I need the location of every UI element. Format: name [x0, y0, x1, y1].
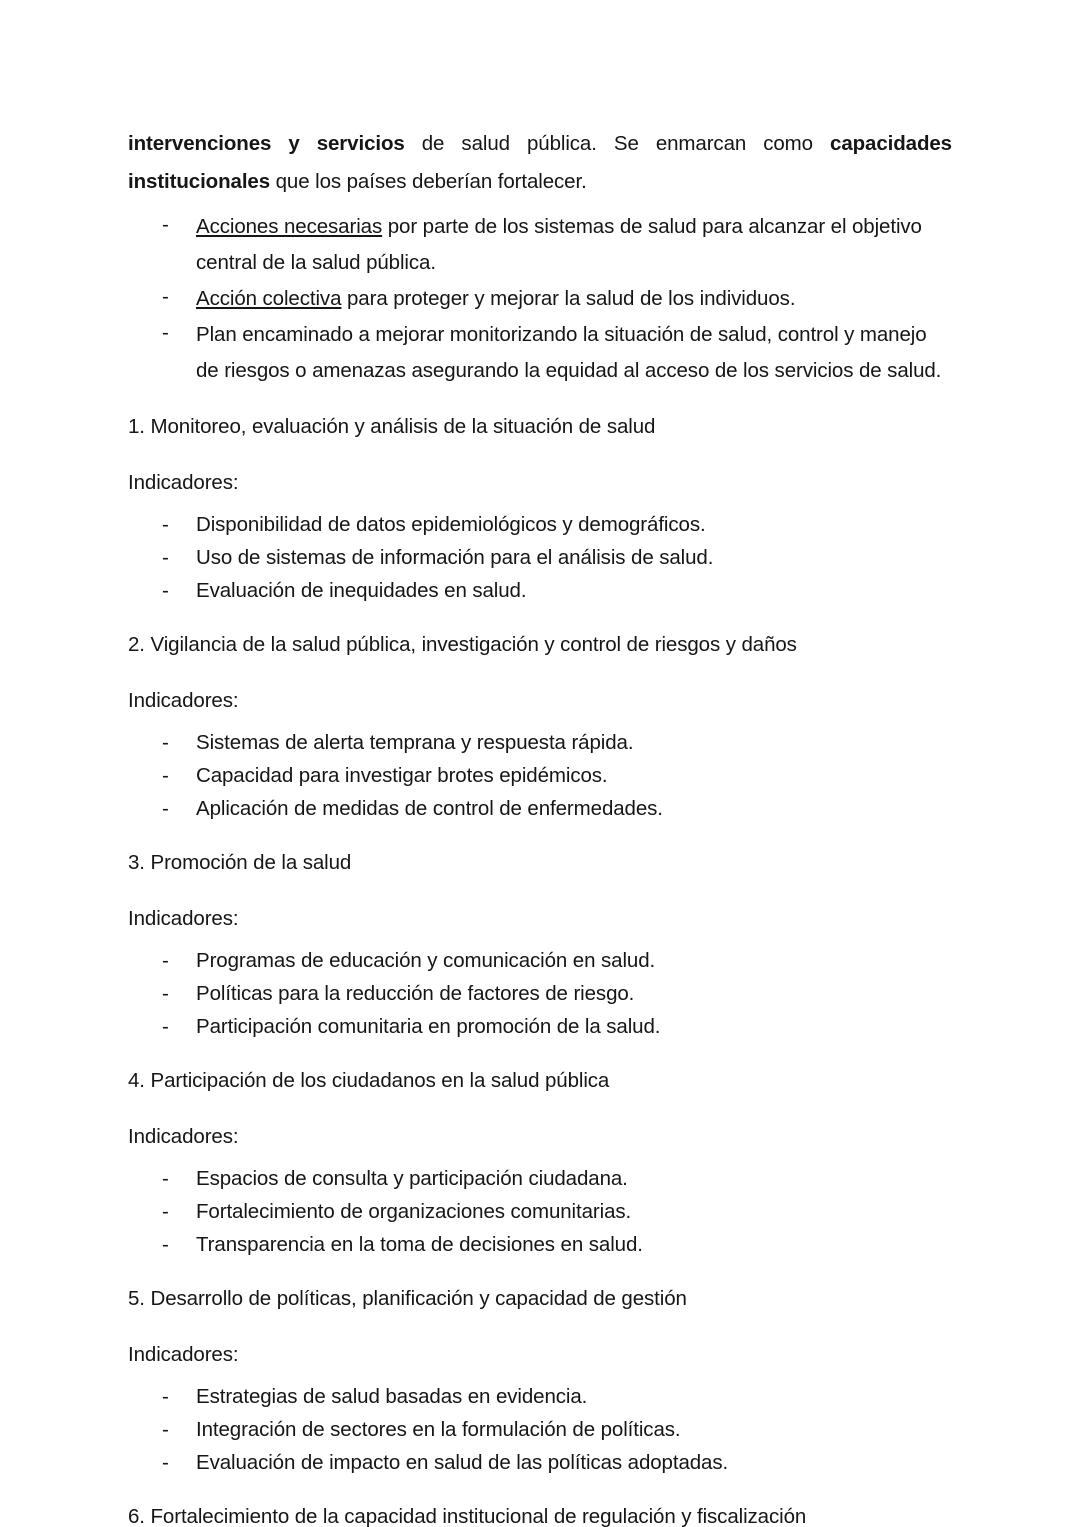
section-3: [128, 847, 952, 1043]
bullet-dash-icon: -: [162, 764, 169, 787]
bullet-dash-icon: -: [162, 213, 169, 236]
bullet-dash-icon: -: [162, 731, 169, 754]
bullet-dash-icon: -: [162, 579, 169, 602]
intro-text-2: que los países deberían fortalecer.: [270, 170, 587, 193]
indicadores-label: Indicadores:: [128, 907, 239, 930]
list-item: [128, 1011, 952, 1043]
indicadores-label: Indicadores:: [128, 1125, 239, 1148]
list-item-text: Programas de educación y comunicación en salud.: [196, 949, 656, 972]
section-5: [128, 1283, 952, 1479]
list-item-text: Espacios de consulta y participación ciudadana.: [196, 1167, 628, 1190]
section-title: 1. Monitoreo, evaluación y análisis de la situación de salud: [128, 415, 656, 438]
indicator-list: [128, 1163, 952, 1261]
list-item: [128, 209, 952, 281]
list-item: [128, 978, 952, 1010]
list-item-text: Integración de sectores en la formulación de políticas.: [196, 1418, 681, 1441]
list-item-text: por parte de los sistemas de salud para alcanzar el objetivo central de la salud pública.: [196, 215, 922, 274]
list-item-emphasis: Acciones necesarias: [196, 215, 383, 238]
bullet-dash-icon: -: [162, 1418, 169, 1441]
indicator-list: [128, 509, 952, 607]
list-item: [128, 1196, 952, 1228]
section-title: 6. Fortalecimiento de la capacidad institucional de regulación y fiscalización: [128, 1505, 807, 1527]
list-item-text: Disponibilidad de datos epidemiológicos y demográficos.: [196, 513, 706, 536]
bullet-dash-icon: -: [162, 1233, 169, 1256]
list-item-text: Evaluación de impacto en salud de las políticas adoptadas.: [196, 1451, 729, 1474]
intro-text-1: de salud pública. Se enmarcan como: [404, 132, 831, 155]
indicadores-label: Indicadores:: [128, 689, 239, 712]
list-item-text: Capacidad para investigar brotes epidémicos.: [196, 764, 608, 787]
list-item-emphasis: Acción colectiva: [196, 287, 342, 310]
intro-bold-lead: intervenciones y servicios: [128, 132, 405, 155]
list-item: [128, 1229, 952, 1261]
indicadores-label: Indicadores:: [128, 471, 239, 494]
bullet-dash-icon: -: [162, 797, 169, 820]
bullet-dash-icon: -: [162, 1015, 169, 1038]
indicator-list: [128, 945, 952, 1043]
bullet-dash-icon: -: [162, 321, 169, 344]
list-item: [128, 1447, 952, 1479]
indicator-list: [128, 727, 952, 825]
list-item-text: Evaluación de inequidades en salud.: [196, 579, 527, 602]
indicadores-label: Indicadores:: [128, 1343, 239, 1366]
bullet-dash-icon: -: [162, 546, 169, 569]
list-item-text: Participación comunitaria en promoción de la salud.: [196, 1015, 661, 1038]
list-item: [128, 575, 952, 607]
list-item: [128, 281, 952, 317]
bullet-dash-icon: -: [162, 1167, 169, 1190]
section-title: 5. Desarrollo de políticas, planificación y capacidad de gestión: [128, 1287, 687, 1310]
list-item-text: Aplicación de medidas de control de enfermedades.: [196, 797, 663, 820]
bullet-dash-icon: -: [162, 949, 169, 972]
list-item-text: Uso de sistemas de información para el análisis de salud.: [196, 546, 714, 569]
section-title: 2. Vigilancia de la salud pública, investigación y control de riesgos y daños: [128, 633, 797, 656]
list-item-text: Transparencia en la toma de decisiones en salud.: [196, 1233, 643, 1256]
list-item-text: Estrategias de salud basadas en evidencia.: [196, 1385, 588, 1408]
list-item: [128, 1381, 952, 1413]
list-item: [128, 945, 952, 977]
section-2: [128, 629, 952, 825]
list-item: [128, 542, 952, 574]
list-item: [128, 317, 952, 389]
intro-bullet-list: [128, 209, 952, 389]
section-1: [128, 411, 952, 607]
bullet-dash-icon: -: [162, 1451, 169, 1474]
intro-bold-capacidades: capacidades institucionales: [128, 132, 952, 193]
bullet-dash-icon: -: [162, 285, 169, 308]
section-4: [128, 1065, 952, 1261]
list-item: [128, 1163, 952, 1195]
bullet-dash-icon: -: [162, 1385, 169, 1408]
list-item: [128, 727, 952, 759]
section-6: [128, 1501, 952, 1527]
intro-paragraph: [128, 125, 952, 201]
bullet-dash-icon: -: [162, 982, 169, 1005]
section-title: 4. Participación de los ciudadanos en la salud pública: [128, 1069, 610, 1092]
list-item-text: para proteger y mejorar la salud de los individuos.: [341, 287, 796, 310]
indicator-list: [128, 1381, 952, 1479]
section-title: 3. Promoción de la salud: [128, 851, 352, 874]
list-item: [128, 793, 952, 825]
list-item: [128, 760, 952, 792]
list-item: [128, 509, 952, 541]
list-item-text: Políticas para la reducción de factores de riesgo.: [196, 982, 635, 1005]
bullet-dash-icon: -: [162, 1200, 169, 1223]
bullet-dash-icon: -: [162, 513, 169, 536]
list-item-text: Plan encaminado a mejorar monitorizando la situación de salud, control y manejo de riesgos o amenazas asegurando la equidad al acceso de los servicios de salud.: [196, 323, 942, 382]
document-content: [128, 125, 952, 1527]
list-item-text: Fortalecimiento de organizaciones comunitarias.: [196, 1200, 632, 1223]
list-item-text: Sistemas de alerta temprana y respuesta rápida.: [196, 731, 634, 754]
list-item: [128, 1414, 952, 1446]
